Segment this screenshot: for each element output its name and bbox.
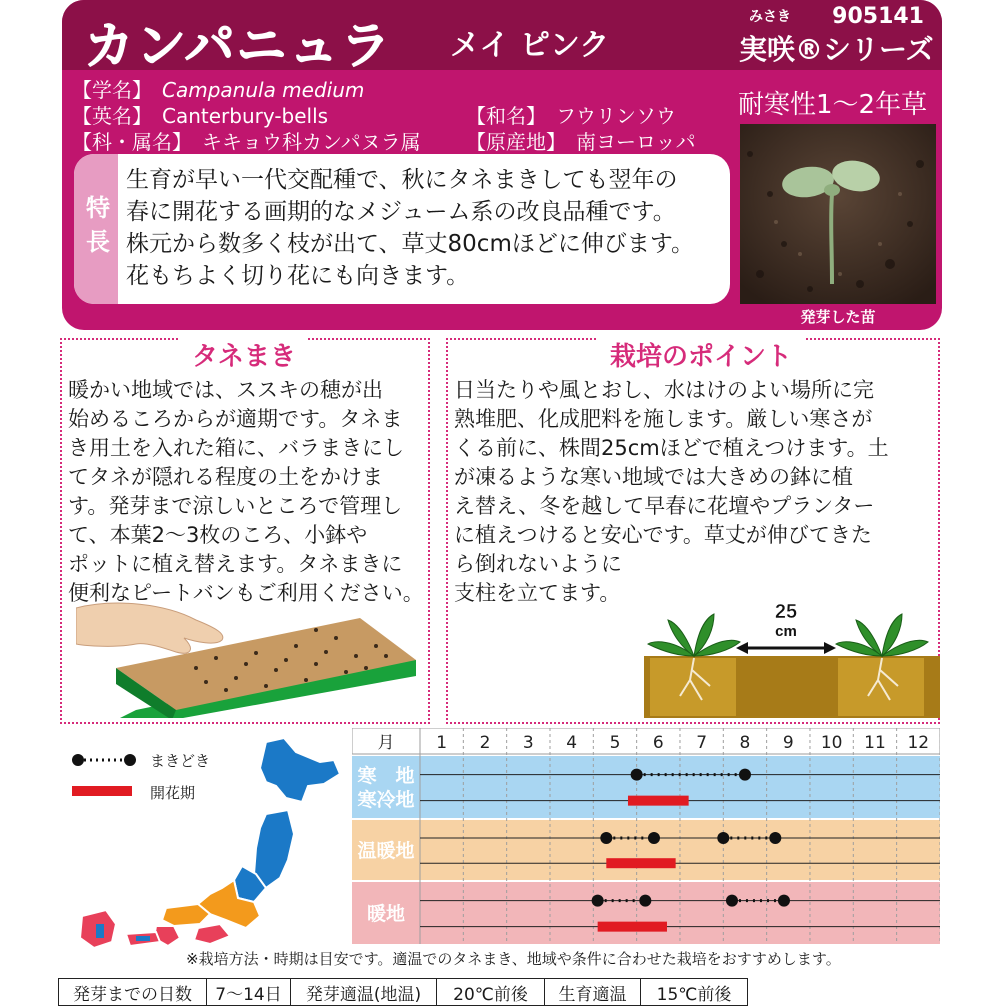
sowing-line: てタネが隠れる程度の土をかけま — [68, 465, 383, 489]
germination-temp-label: 発芽適温(地温) — [291, 979, 437, 1005]
photo-caption: 発芽した苗 — [800, 308, 876, 326]
flowering-period — [598, 922, 667, 932]
region-label: 温暖地 — [357, 840, 415, 862]
cultivation-line: え替え、冬を越して早春に花壇やプランター — [454, 494, 875, 518]
hardiness-label: 耐寒性1～2年草 — [738, 90, 928, 120]
sowing-end-marker — [639, 895, 651, 907]
region-row — [352, 882, 940, 944]
germination-days-value: 7～14日 — [207, 979, 291, 1005]
month-label: 4 — [566, 733, 578, 753]
sowing-start-marker — [717, 832, 729, 844]
cultivation-panel — [446, 338, 940, 724]
series-name: 実咲®シリーズ — [739, 33, 934, 66]
origin-row: 【原産地】 南ヨーロッパ — [466, 130, 696, 154]
cultivation-text — [454, 376, 889, 608]
month-label: 10 — [820, 733, 843, 753]
features-text — [126, 164, 726, 292]
sowing-legend-label: まきどき — [150, 752, 211, 770]
features-box — [74, 154, 730, 304]
features-line: 生育が早い一代交配種で、秋にタネまきしても翌年の — [126, 167, 678, 193]
cultivation-title: 栽培のポイント — [598, 336, 804, 373]
month-label: 3 — [522, 733, 534, 753]
series-label — [739, 4, 934, 66]
sowing-start-marker — [592, 895, 604, 907]
series-ruby: みさき — [749, 9, 791, 25]
month-label: 12 — [907, 733, 930, 753]
features-tag: 特長 — [74, 154, 118, 304]
sowing-line: 始めるころからが適期です。タネま — [68, 407, 403, 431]
month-label: 7 — [696, 733, 708, 753]
cultivation-line: 支柱を立てます。 — [454, 581, 621, 605]
region-label: 寒 地 — [357, 765, 415, 787]
footnote: ※栽培方法・時期は目安です。適温でのタネまき、地域や条件に合わせた栽培をおすすめします。 — [186, 950, 841, 968]
month-label: 8 — [739, 733, 751, 753]
seedling-illustration — [740, 124, 936, 304]
product-title: カンパニュラ — [84, 17, 393, 75]
region-label: 寒冷地 — [357, 789, 415, 811]
sowing-line: 暖かい地域では、ススキの穂が出 — [68, 378, 383, 402]
cultivation-calendar — [352, 728, 940, 946]
sowing-start-marker — [631, 769, 643, 781]
month-label: 6 — [652, 733, 664, 753]
product-header — [62, 0, 942, 330]
family-row: 【科・属名】 キキョウ科カンパヌラ属 — [72, 130, 421, 154]
region-row — [352, 756, 940, 818]
month-label: 9 — [782, 733, 794, 753]
seedling-photo — [740, 124, 936, 304]
region-row — [352, 820, 940, 880]
month-header-label: 月 — [377, 733, 395, 753]
month-label: 5 — [609, 733, 621, 753]
spacing-unit: cm — [775, 623, 797, 640]
sowing-title: タネまき — [180, 336, 308, 373]
cultivation-line: 日当たりや風とおし、水はけのよい場所に完 — [454, 378, 874, 402]
sowing-line: て、本葉2～3枚のころ、小鉢や — [68, 523, 368, 547]
sowing-end-marker — [648, 832, 660, 844]
features-line: 春に開花する画期的なメジューム系の改良品種です。 — [126, 199, 676, 225]
sowing-line: す。発芽まで涼しいところで管理し — [68, 494, 403, 518]
growth-temp-label: 生育適温 — [545, 979, 641, 1005]
plant-spacing-illustration — [644, 600, 940, 722]
cultivation-line: に植えつけると安心です。草丈が伸びてきた — [454, 523, 872, 547]
germination-days-label: 発芽までの日数 — [59, 979, 207, 1005]
scientific-name-row: 【学名】 Campanula medium — [72, 78, 365, 102]
spacing-number: 25 — [774, 601, 798, 623]
region-rows — [352, 756, 940, 944]
month-label: 11 — [864, 733, 886, 753]
flowering-legend-label: 開花期 — [150, 784, 196, 802]
product-code: 905141 — [832, 4, 924, 29]
japan-region-map — [70, 738, 352, 950]
sowing-line: 便利なピートバンもご利用ください。 — [68, 581, 424, 605]
sowing-line: ポットに植え替えます。タネまきに — [68, 552, 403, 576]
cultivation-line: 熟堆肥、化成肥料を施します。厳しい寒さが — [454, 407, 873, 431]
variety-name: メイ ピンク — [450, 28, 610, 63]
english-name-row: 【英名】 Canterbury-bells — [72, 104, 329, 128]
features-line: 株元から数多く枝が出て、草丈80cmほどに伸びます。 — [126, 231, 695, 257]
sowing-end-marker — [739, 769, 751, 781]
growth-temp-value: 15℃前後 — [656, 984, 732, 1005]
sowing-line: き用土を入れた箱に、バラまきにし — [68, 436, 404, 460]
region-label: 暖地 — [366, 903, 406, 925]
cultivation-line: くる前に、株間25cmほどで植えつけます。土 — [454, 436, 889, 460]
cultivation-line: ら倒れないように — [454, 552, 622, 576]
month-label: 2 — [479, 733, 491, 753]
sowing-end-marker — [769, 832, 781, 844]
month-label: 1 — [436, 733, 448, 753]
sowing-text — [68, 376, 424, 608]
sowing-panel — [60, 338, 430, 724]
sowing-tray-illustration — [76, 598, 416, 718]
flowering-period — [606, 858, 675, 868]
sowing-end-marker — [778, 895, 790, 907]
germination-info-table — [58, 978, 748, 1006]
cultivation-line: が凍るような寒い地域では大きめの鉢に植 — [454, 465, 853, 489]
sowing-start-marker — [600, 832, 612, 844]
features-line: 花もちよく切り花にも向きます。 — [126, 263, 470, 289]
germination-temp-value: 20℃前後 — [437, 979, 545, 1005]
japanese-name-row: 【和名】 フウリンソウ — [466, 104, 676, 128]
flowering-period — [628, 796, 689, 806]
sowing-start-marker — [726, 895, 738, 907]
